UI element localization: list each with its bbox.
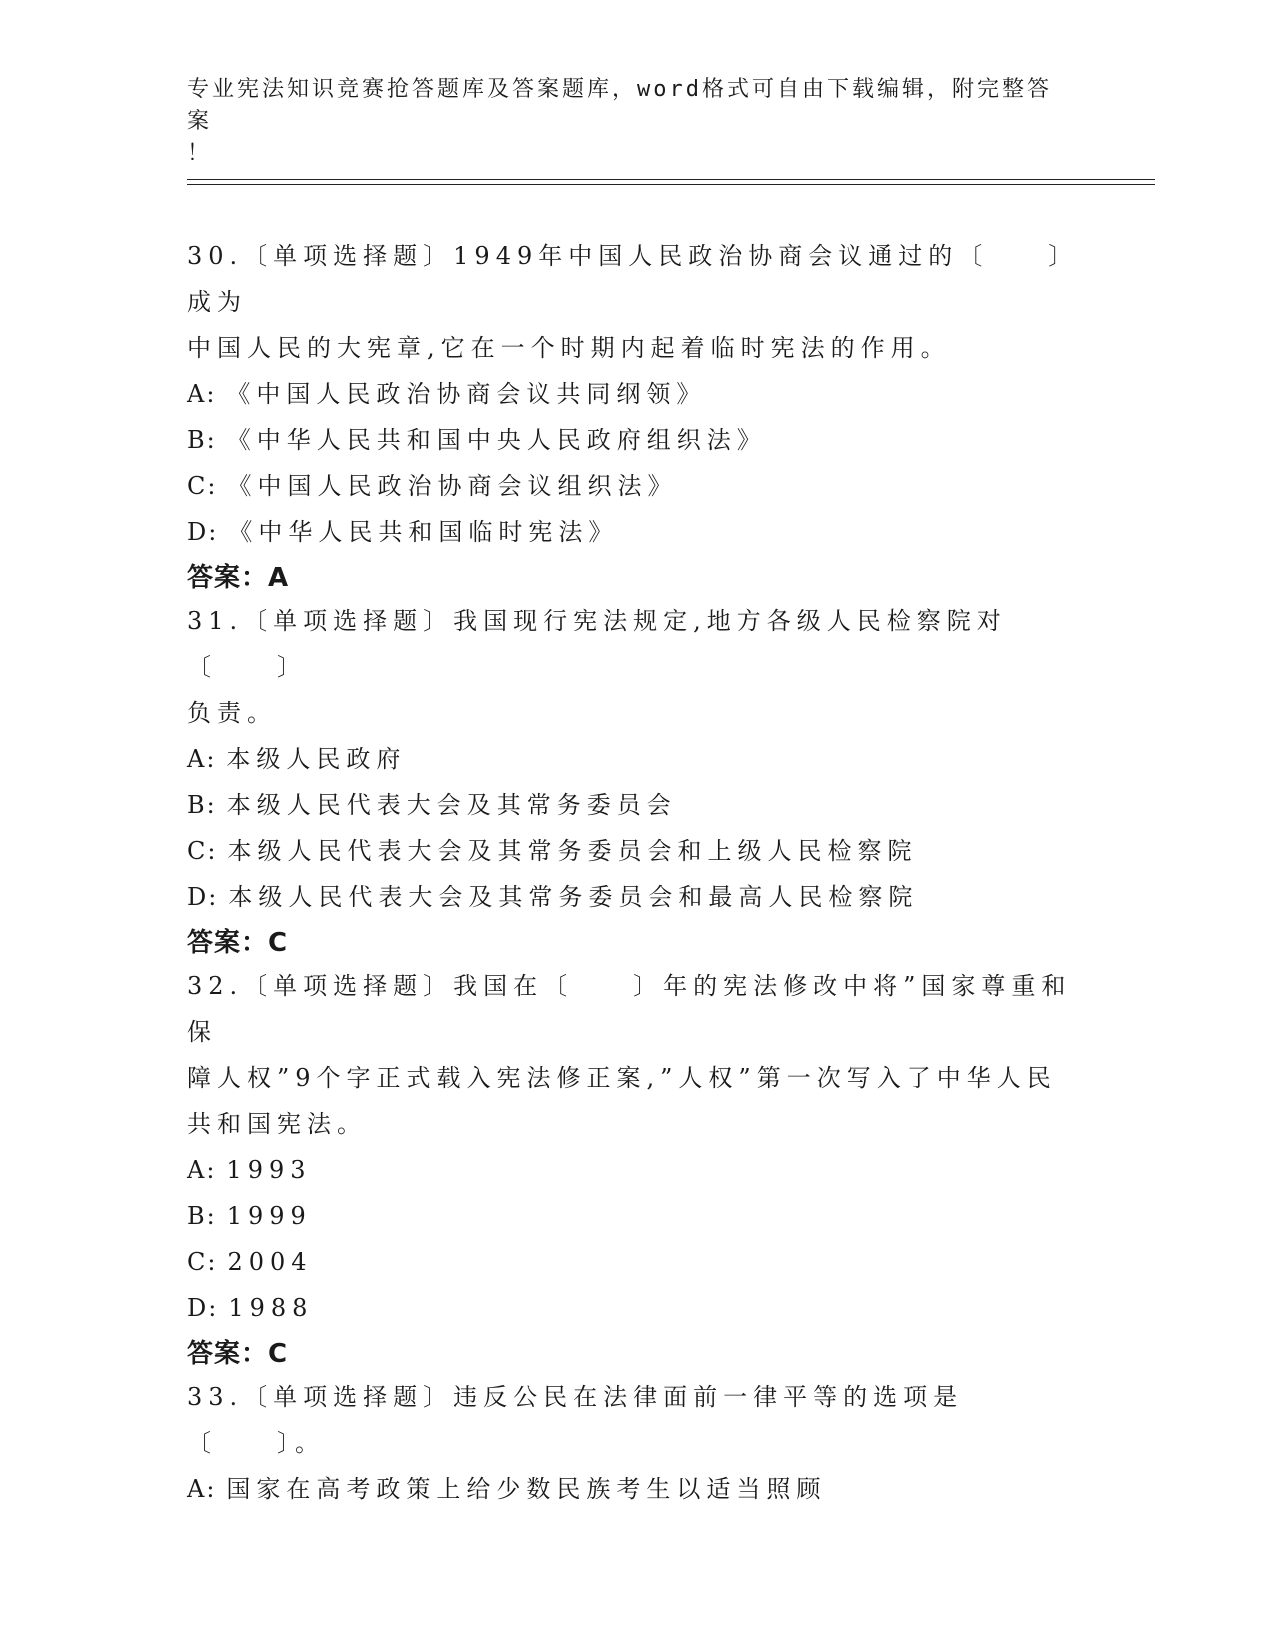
option-b [187, 417, 1087, 463]
option-label: A: [187, 1156, 217, 1184]
option-c [187, 463, 1087, 509]
question-stem: 32.〔单项选择题〕我国在〔 〕年的宪法修改中将”国家尊重和保 [187, 972, 1072, 1046]
option-text: 本级人民代表大会及其常务委员会和上级人民检察院 [227, 837, 918, 865]
option-a [187, 1147, 1087, 1193]
option-b [187, 782, 1087, 828]
option-label: B: [187, 426, 217, 454]
question-stem: 30.〔单项选择题〕1949年中国人民政治协商会议通过的〔 〕成为 [187, 242, 1079, 316]
answer-line: 答案：C [187, 928, 289, 958]
answer-line: 答案：C [187, 1339, 289, 1369]
option-label: D: [187, 1294, 219, 1322]
option-label: A: [187, 745, 217, 773]
option-text: 国家在高考政策上给少数民族考生以适当照顾 [226, 1475, 827, 1503]
question-stem-continued: 障人权”9个字正式载入宪法修正案,”人权”第一次写入了中华人民 [187, 1064, 1057, 1092]
option-text: 《中国人民政治协商会议组织法》 [227, 472, 678, 500]
option-label: B: [187, 791, 217, 819]
question-31 [187, 598, 1087, 966]
question-30 [187, 233, 1087, 601]
header-text-continued: ！ [187, 141, 213, 166]
option-label: D: [187, 518, 219, 546]
option-text: 本级人民代表大会及其常务委员会 [226, 791, 677, 819]
option-text: 《中华人民共和国中央人民政府组织法》 [226, 426, 767, 454]
option-a [187, 736, 1087, 782]
option-c [187, 1239, 1087, 1285]
option-label: A: [187, 380, 217, 408]
option-text: 1988 [228, 1294, 314, 1322]
document-header [187, 74, 1067, 170]
option-d [187, 874, 1087, 920]
answer-line: 答案：A [187, 563, 290, 593]
header-text: 专业宪法知识竞赛抢答题库及答案题库，word格式可自由下载编辑，附完整答案 [187, 77, 1052, 134]
question-stem-continued: 中国人民的大宪章,它在一个时期内起着临时宪法的作用。 [187, 334, 951, 362]
option-text: 本级人民代表大会及其常务委员会和最高人民检察院 [228, 883, 919, 911]
question-32 [187, 963, 1087, 1377]
question-stem: 31.〔单项选择题〕我国现行宪法规定,地方各级人民检察院对〔 〕 [187, 607, 1007, 681]
option-text: 1993 [226, 1156, 312, 1184]
header-divider-secondary [187, 184, 1155, 185]
option-c [187, 828, 1087, 874]
option-a [187, 371, 1087, 417]
header-divider [187, 179, 1155, 180]
option-text: 《中国人民政治协商会议共同纲领》 [226, 380, 707, 408]
option-b [187, 1193, 1087, 1239]
option-text: 《中华人民共和国临时宪法》 [228, 518, 619, 546]
option-text: 本级人民政府 [226, 745, 407, 773]
option-label: B: [187, 1202, 217, 1230]
question-stem-continued: 负责。 [187, 699, 277, 727]
option-label: C: [187, 837, 218, 865]
option-a [187, 1466, 1087, 1512]
option-label: D: [187, 883, 219, 911]
question-33 [187, 1374, 1087, 1512]
option-label: C: [187, 472, 218, 500]
option-text: 2004 [227, 1248, 313, 1276]
option-label: A: [187, 1475, 217, 1503]
question-stem-continued: 共和国宪法。 [187, 1110, 367, 1138]
question-stem: 33.〔单项选择题〕违反公民在法律面前一律平等的选项是〔 〕。 [187, 1383, 964, 1457]
option-label: C: [187, 1248, 218, 1276]
option-text: 1999 [226, 1202, 312, 1230]
option-d [187, 509, 1087, 555]
option-d [187, 1285, 1087, 1331]
